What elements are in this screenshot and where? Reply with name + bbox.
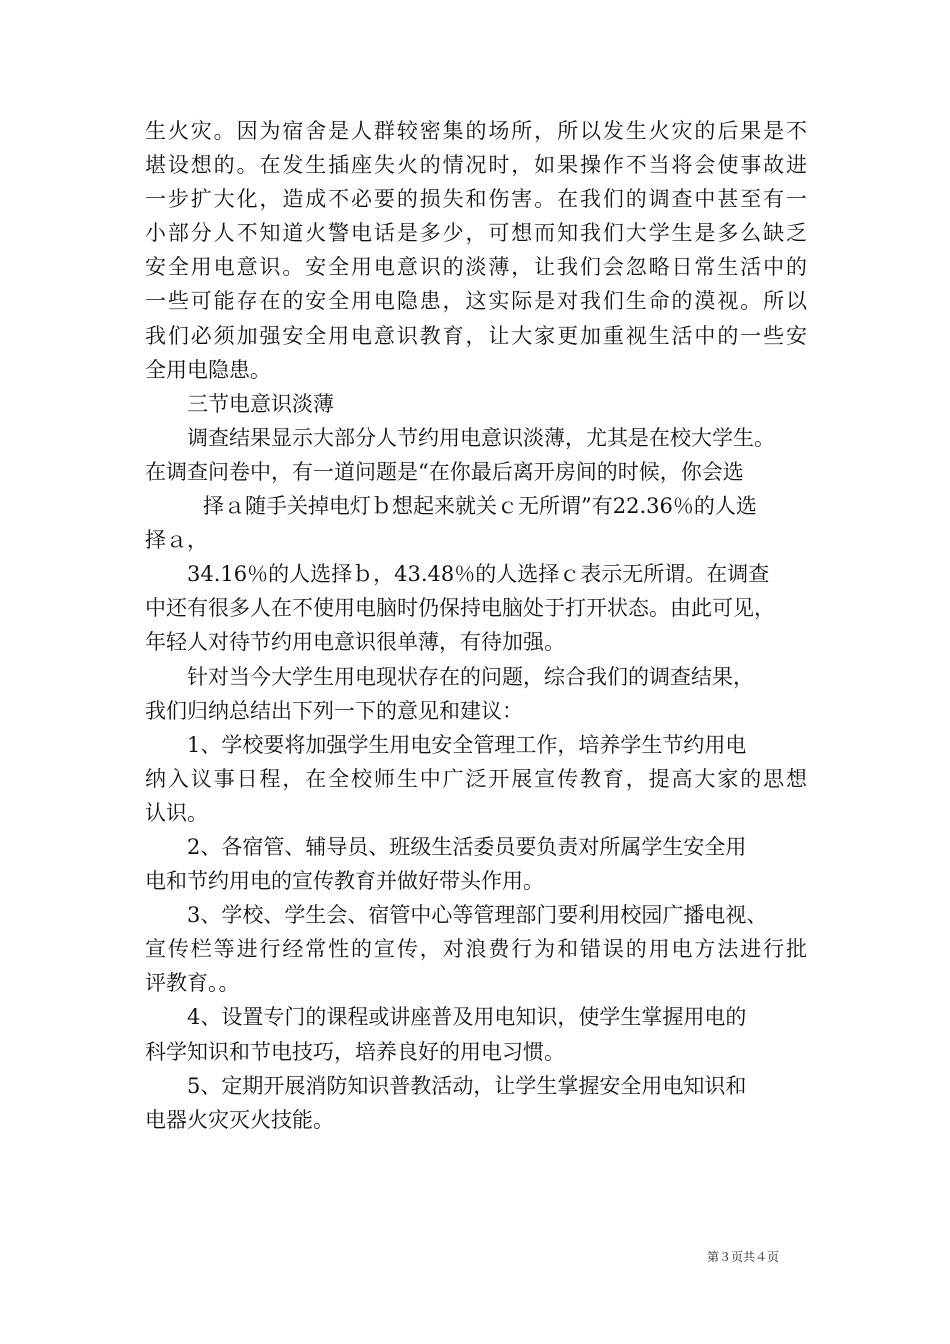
text-line: 电器火灾灭火技能。 xyxy=(145,1107,334,1132)
text-line: 全用电隐患。 xyxy=(145,357,271,382)
text-line: 科学知识和节电技巧，培养良好的用电习惯。 xyxy=(145,1039,565,1064)
text-line: 纳入议事日程，在全校师生中广泛开展宣传教育，提高大家的思想 xyxy=(145,766,807,791)
text-line: 小部分人不知道火警电话是多少，可想而知我们大学生是多么缺乏 xyxy=(145,221,807,246)
text-line: 择ａ随手关掉电灯ｂ想起来就关ｃ无所谓”有22.36％的人选 xyxy=(203,494,757,519)
list-item: 5、定期开展消防知识普教活动，让学生掌握安全用电知识和 xyxy=(187,1073,747,1098)
text-line: 调查结果显示大部分人节约用电意识淡薄，尤其是在校大学生。 xyxy=(187,425,775,450)
list-item: 1、学校要将加强学生用电安全管理工作，培养学生节约用电 xyxy=(187,732,747,757)
text-line: 中还有很多人在不使用电脑时仍保持电脑处于打开状态。由此可见， xyxy=(145,596,775,621)
page-number: 第３页共４页 xyxy=(707,1250,780,1264)
list-item: 3、学校、学生会、宿管中心等管理部门要利用校园广播电视、 xyxy=(187,903,768,928)
text-line: 我们归纳总结出下列一下的意见和建议： xyxy=(145,698,523,723)
text-line: 一些可能存在的安全用电隐患，这实际是对我们生命的漠视。所以 xyxy=(145,289,807,314)
text-line: 在调查问卷中，有一道问题是“在你最后离开房间的时候，你会选 xyxy=(145,459,744,484)
document-body xyxy=(145,114,807,1137)
text-line: 认识。 xyxy=(145,800,208,825)
text-line: 评教育。。 xyxy=(145,971,240,996)
list-item: 2、各宿管、辅导员、班级生活委员要负责对所属学生安全用 xyxy=(187,834,747,859)
list-item: 4、设置专门的课程或讲座普及用电知识，使学生掌握用电的 xyxy=(187,1005,747,1030)
text-line: 生火灾。因为宿舍是人群较密集的场所，所以发生火灾的后果是不 xyxy=(145,119,807,143)
text-line: 安全用电意识。安全用电意识的淡薄，让我们会忽略日常生活中的 xyxy=(145,255,807,280)
text-line: 我们必须加强安全用电意识教育，让大家更加重视生活中的一些安 xyxy=(145,323,807,348)
text-line: 电和节约用电的宣传教育并做好带头作用。 xyxy=(145,869,544,894)
text-line: 年轻人对待节约用电意识很单薄，有待加强。 xyxy=(145,630,565,655)
text-line: 一步扩大化，造成不必要的损失和伤害。在我们的调查中甚至有一 xyxy=(145,187,807,212)
text-line: 择ａ， xyxy=(145,528,208,553)
section-heading: 三节电意识淡薄 xyxy=(187,391,334,416)
text-line: 34.16％的人选择ｂ，43.48％的人选择ｃ表示无所谓。在调查 xyxy=(187,562,770,587)
text-line: 宣传栏等进行经常性的宣传，对浪费行为和错误的用电方法进行批 xyxy=(145,937,807,962)
text-line: 堪设想的。在发生插座失火的情况时，如果操作不当将会使事故进 xyxy=(145,153,807,178)
text-line: 针对当今大学生用电现状存在的问题，综合我们的调查结果， xyxy=(187,664,754,689)
